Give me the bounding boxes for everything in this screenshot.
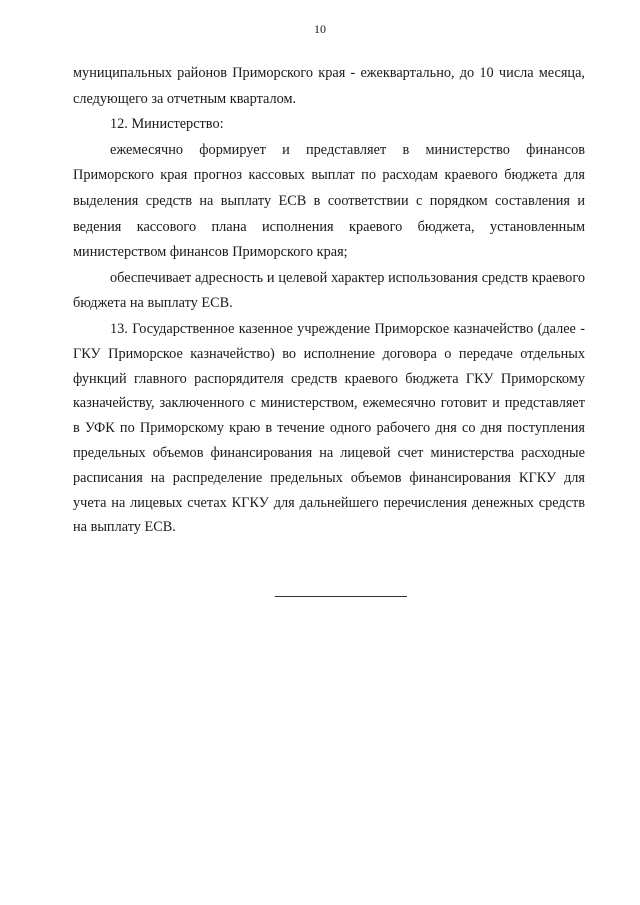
page-number: 10 <box>314 22 326 36</box>
paragraph-section-13: 13. Государственное казенное учреждение Приморское казначейство (далее - ГКУ Приморское казначейство) во исполнение договора о передаче отдельных функций главного распорядителя средств краевого бюджета ГКУ Приморскому казначейству, заключенного с министерством, ежемесячно готовит и представляет в УФК по Приморскому краю в течение одного рабочего дня со дня поступления предельных объемов финансирования на лицевой счет министерства расходные расписания на распределение предельных объемов финансирования КГКУ для учета на лицевых счетах КГКУ для дальнейшего перечисления денежных средств на выплату ЕСВ. <box>73 320 585 536</box>
paragraph-monthly-forecast: ежемесячно формирует и представляет в министерство финансов Приморского края прогноз кассовых выплат по расходам краевого бюджета для выделения средств на выплату ЕСВ в соответствии с порядком составления и ведения кассового плана исполнения краевого бюджета, установленным министерством финансов Приморского края; <box>73 141 585 261</box>
paragraph-targeted-use: обеспечивает адресность и целевой характер использования средств краевого бюджета на выплату ЕСВ. <box>73 269 585 312</box>
paragraph-continuation: муниципальных районов Приморского края - ежеквартально, до 10 числа месяца, следующего за отчетным кварталом. <box>73 65 585 107</box>
paragraph-section-12-heading: 12. Министерство: <box>110 116 224 133</box>
document-body <box>73 61 585 540</box>
end-separator-line <box>275 596 407 597</box>
